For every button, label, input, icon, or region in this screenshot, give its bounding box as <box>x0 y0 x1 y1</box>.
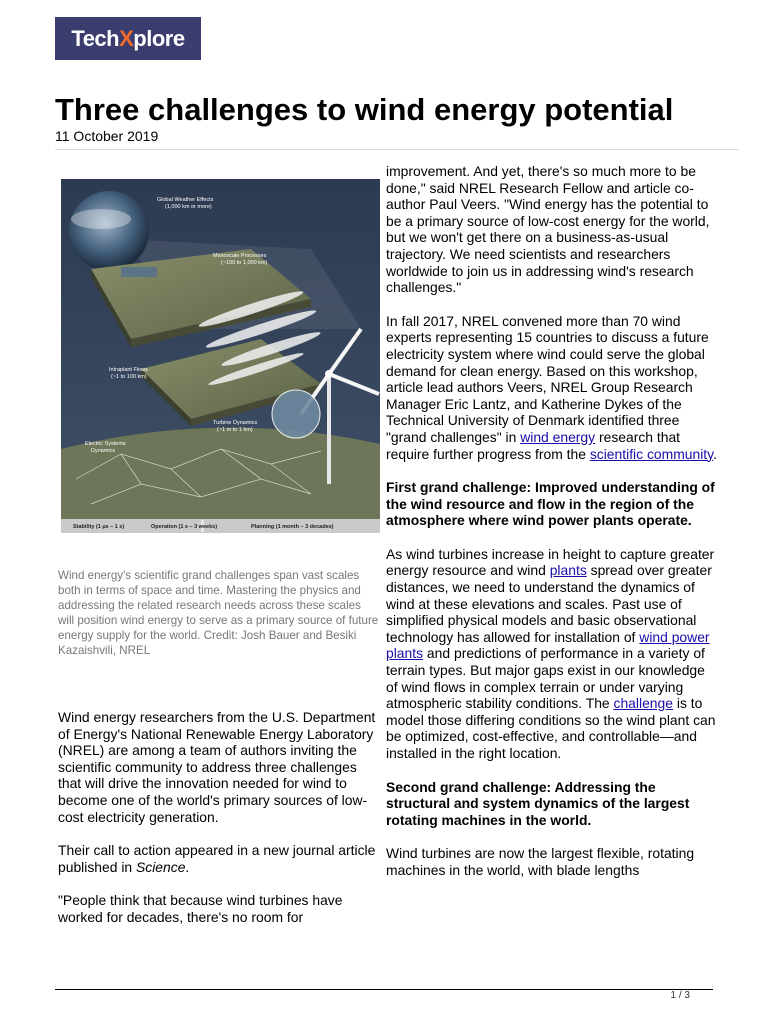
earth-globe <box>69 191 149 271</box>
figure-caption: Wind energy's scientific grand challenges span vast scales both in terms of space and time. Mastering the physics and addressing the related research needs across these scales will position wind energy to serve as a primary source of future energy supply for the world. Credit: Josh Bauer and Besiki Kazaishvili, NREL <box>58 569 379 657</box>
link-wind-energy[interactable]: wind energy <box>520 428 596 445</box>
section-heading: First grand challenge: Improved understanding of the wind resource and flow in the region of the atmosphere where wind power plants operate. <box>386 479 715 529</box>
header-divider <box>55 149 739 150</box>
link-wind-power-plants[interactable]: wind power plants <box>386 628 710 662</box>
label-electric-systems: Electric Systems <box>85 441 126 447</box>
label-mesoscale-scale: (~100 to 1,000 km) <box>221 260 268 266</box>
label-global-scale: (1,000 km or more) <box>165 204 212 210</box>
article-figure <box>61 179 380 533</box>
bar-operation: Operation (1 s – 3 weeks) <box>151 524 218 530</box>
paragraph: Their call to action appeared in a new journal article published in Science. <box>58 842 376 875</box>
journal-name: Science <box>136 858 186 875</box>
paragraph: "People think that because wind turbines have worked for decades, there's no room for <box>58 892 343 925</box>
label-mesoscale: Mesoscale Processes <box>213 253 267 259</box>
techxplore-logo[interactable] <box>55 17 201 60</box>
section-heading: Second grand challenge: Addressing the structural and system dynamics of the largest rotating machines in the world. <box>386 778 690 828</box>
label-global-weather: Global Weather Effects <box>157 197 214 203</box>
article-date: 11 October 2019 <box>55 128 159 144</box>
page-number: 1 / 3 <box>670 990 690 1001</box>
label-electric-dynamics: Dynamics <box>91 448 116 454</box>
wind-scales-illustration <box>61 179 380 533</box>
right-column <box>386 163 719 879</box>
label-intraplant: Intraplant Flows <box>109 367 148 373</box>
paragraph: Wind turbines are now the largest flexible, rotating machines in the world, with blade lengths <box>386 845 695 878</box>
left-column <box>58 709 383 926</box>
logo-text-tech: Tech <box>71 25 120 51</box>
article-title: Three challenges to wind energy potential <box>55 92 674 127</box>
link-scientific-community[interactable]: scientific community <box>589 445 714 462</box>
link-challenge[interactable]: challenge <box>613 695 673 712</box>
paragraph: Wind energy researchers from the U.S. Department of Energy's National Renewable Energy Laboratory (NREL) are among a team of authors inviting the scientific community to address three challenges that will drive the innovation needed for wind to become one of the world's primary sources of low-cost electricity generation. <box>58 709 376 825</box>
label-turbine-scale: (~1 m to 1 km) <box>217 427 253 433</box>
label-intraplant-scale: (~1 to 100 km) <box>111 374 147 380</box>
footer-divider <box>55 989 713 990</box>
bar-planning: Planning (1 month – 3 decades) <box>251 524 334 530</box>
paragraph: In fall 2017, NREL convened more than 70 wind experts representing 15 countries to discuss a future electricity system where wind could serve the global demand for clean energy. Based on this workshop, article lead authors Veers, NREL Group Research Manager Eric Lantz, and Katherine Dykes of the Technical University of Denmark identified three "grand challenges" in wind energy research that require further progress from the scientific community. <box>386 312 717 462</box>
label-turbine-dynamics: Turbine Dynamics <box>213 420 258 426</box>
paragraph: As wind turbines increase in height to capture greater energy resource and wind plants spread over greater distances, we need to understand the dynamics of wind at these elevations and scales. Past use of simplified physical models and basic observational technology has allowed for installation of wind power plants and predictions of performance in a variety of terrain types. But major gaps exist in our knowledge of wind flows in complex terrain or under varying atmospheric stability conditions. The challenge is to model those differing conditions so the wind plant can be optimized, cost-effective, and controllable—and installed in the right location. <box>386 545 716 761</box>
paragraph: improvement. And yet, there's so much more to be done," said NREL Research Fellow and article co-author Paul Veers. "Wind energy has the potential to be a primary source of low-cost energy for the world, but we won't get there on a business-as-usual trajectory. We need scientists and researchers worldwide to join us in addressing wind's research challenges." <box>386 163 710 296</box>
logo-text-plore: plore <box>133 25 185 51</box>
link-plants[interactable]: plants <box>549 562 587 579</box>
bar-stability: Stability (1 µs – 1 s) <box>73 524 125 530</box>
logo-text-x: X <box>119 25 134 51</box>
